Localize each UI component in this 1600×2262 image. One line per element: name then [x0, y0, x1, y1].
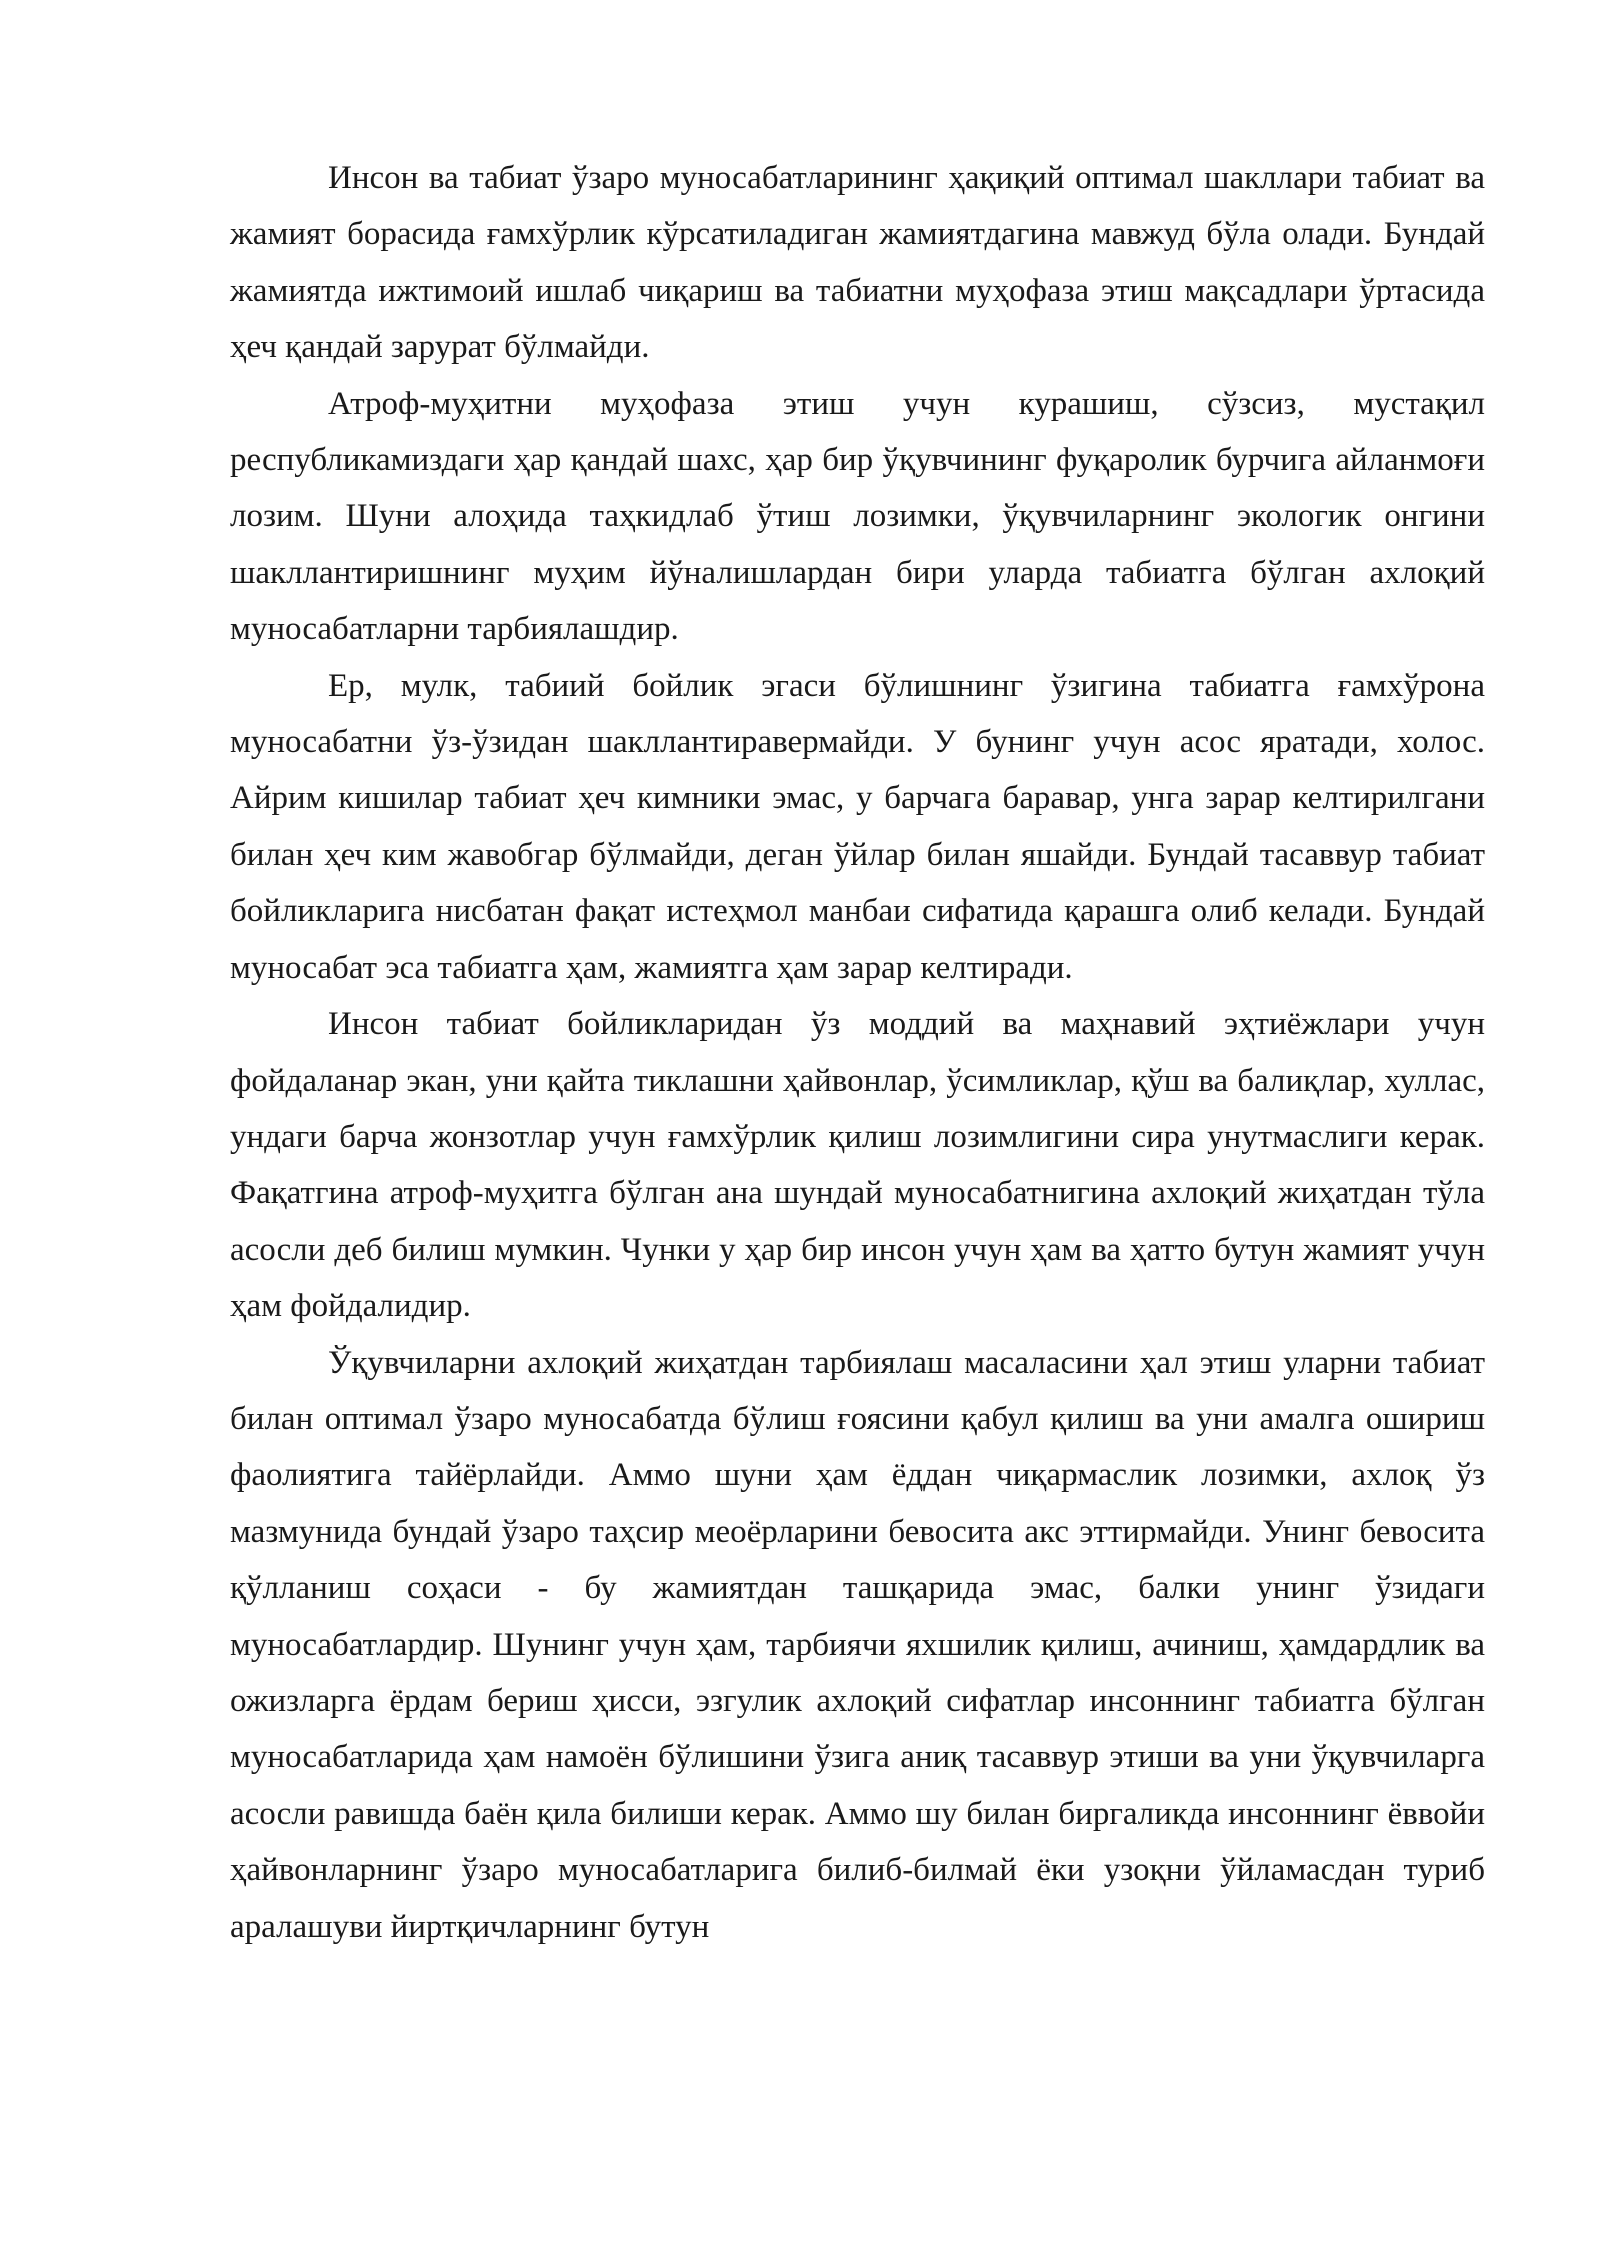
paragraph: Атроф-муҳитни муҳофаза этиш учун курашиш, сўзсиз, мустақил республикамиздаги ҳар қандай шахс, ҳар бир ўқувчининг фуқаролик бурчига айланмоғи лозим. Шуни алоҳида таҳкидлаб ўтиш лозимки, ўқувчиларнинг экологик онгини шакллантиришнинг муҳим йўналишлардан бири уларда табиатга бўлган ахлоқий муносабатларни тарбиялашдир. [230, 385, 1485, 648]
paragraph: Инсон ва табиат ўзаро муносабатларининг ҳақиқий оптимал шакллари табиат ва жамият борасида ғамхўрлик кўрсатиладиган жамиятдагина мавжуд бўла олади. Бундай жамиятда ижтимоий ишлаб чиқариш ва табиатни муҳофаза этиш мақсадлари ўртасида ҳеч қандай зарурат бўлмайди. [230, 160, 1485, 366]
paragraph: Ўқувчиларни ахлоқий жиҳатдан тарбиялаш масаласини ҳал этиш уларни табиат билан оптимал ўзаро муносабатда бўлиш ғоясини қабул қилиш ва уни амалга ошириш фаолиятига тайёрлайди. Аммо шуни ҳам ёддан чиқармаслик лозимки, ахлоқ ўз мазмунида бундай ўзаро таҳсир меоёрларини бевосита акс эттирмайди. Унинг бевосита қўлланиш соҳаси - бу жамиятдан ташқарида эмас, балки унинг ўзидаги муносабатлардир. Шунинг учун ҳам, тарбиячи яхшилик қилиш, ачиниш, ҳамдардлик ва ожизларга ёрдам бериш ҳисси, эзгулик ахлоқий сифатлар инсоннинг табиатга бўлган муносабатларида ҳам намоён бўлишини ўзига аниқ тасаввур этиши ва уни ўқувчиларга асосли равишда баён қила билиши керак. Аммо шу билан биргаликда инсоннинг ёввойи ҳайвонларнинг ўзаро муносабатларига билиб-билмай ёки узоқни ўйламасдан туриб аралашуви йиртқичларнинг бутун [230, 1344, 1485, 1945]
document-body [230, 150, 1485, 1955]
paragraph: Ер, мулк, табиий бойлик эгаси бўлишнинг ўзигина табиатга ғамхўрона муносабатни ўз-ўзидан шакллантиравермайди. У бунинг учун асос яратади, холос. Айрим кишилар табиат ҳеч кимники эмас, у барчага баравар, унга зарар келтирилгани билан ҳеч ким жавобгар бўлмайди, деган ўйлар билан яшайди. Бундай тасаввур табиат бойликларига нисбатан фақат истеҳмол манбаи сифатида қарашга олиб келади. Бундай муносабат эса табиатга ҳам, жамиятга ҳам зарар келтиради. [230, 667, 1485, 986]
paragraph: Инсон табиат бойликларидан ўз моддий ва маҳнавий эҳтиёжлари учун фойдаланар экан, уни қайта тиклашни ҳайвонлар, ўсимликлар, қўш ва балиқлар, хуллас, ундаги барча жонзотлар учун ғамхўрлик қилиш лозимлигини сира унутмаслиги керак. Фақатгина атроф-муҳитга бўлган ана шундай муносабатнигина ахлоқий жиҳатдан тўла асосли деб билиш мумкин. Чунки у ҳар бир инсон учун ҳам ва ҳатто бутун жамият учун ҳам фойдалидир. [230, 1006, 1485, 1325]
